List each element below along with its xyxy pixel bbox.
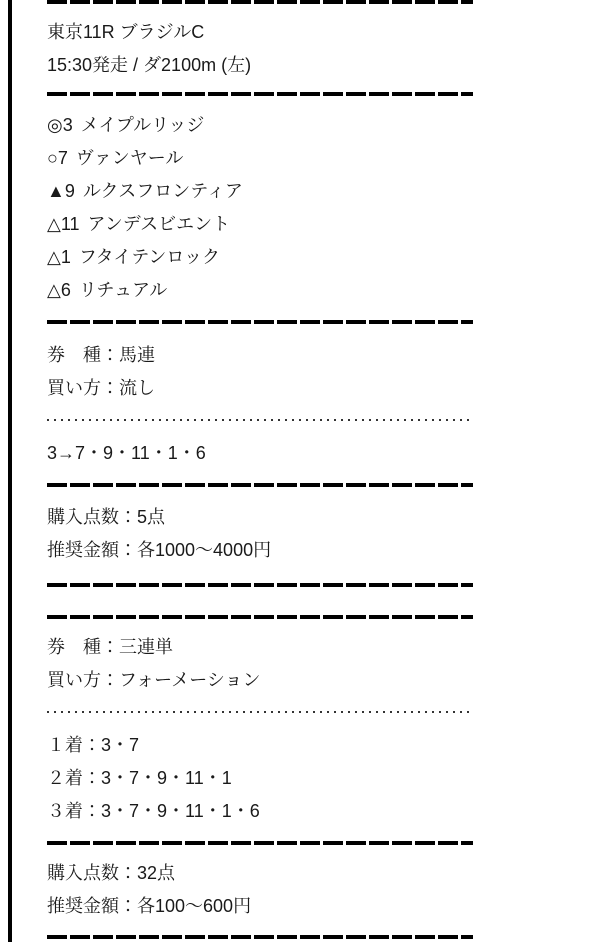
pick-row — [47, 142, 473, 175]
pick-horse-name: メイプルリッジ — [80, 115, 205, 135]
bet-points: 購入点数：5点 — [47, 507, 166, 527]
divider-dashed — [47, 615, 473, 619]
bet-method: 買い方：流し — [47, 378, 155, 398]
pick-row — [47, 241, 473, 274]
divider-dashed — [47, 320, 473, 324]
pick-horse-name: アンデスビエント — [87, 214, 231, 234]
divider-dotted — [47, 419, 473, 421]
picks-list — [47, 109, 473, 307]
race-title: 東京11R ブラジルC — [47, 22, 205, 42]
bet-amount: 推奨金額：各100〜600円 — [47, 896, 252, 916]
pick-number: 6 — [60, 280, 71, 300]
pick-horse-name: フタイテンロック — [78, 247, 220, 267]
pick-mark: △ — [47, 280, 61, 300]
divider-dashed-bottom — [47, 935, 473, 939]
pick-row — [47, 109, 473, 142]
pick-mark: ○ — [47, 148, 58, 168]
sanrentan-bet-section — [47, 631, 473, 923]
pick-row — [47, 208, 473, 241]
formation-third: ３着：3・7・9・11・1・6 — [47, 801, 260, 821]
bet-selection: 3→7・9・11・1・6 — [47, 443, 206, 463]
divider-dashed — [47, 483, 473, 487]
pick-number: 7 — [57, 148, 68, 168]
bet-points: 購入点数：32点 — [47, 863, 176, 883]
pick-horse-name: ヴァンヤール — [75, 148, 184, 168]
pick-number: 3 — [62, 115, 73, 135]
pick-row — [47, 175, 473, 208]
formation-second: ２着：3・7・9・11・1 — [47, 768, 232, 788]
pick-horse-name: ルクスフロンティア — [82, 181, 243, 201]
race-header — [47, 16, 473, 82]
divider-dashed-top — [47, 0, 473, 4]
divider-dotted — [47, 711, 473, 713]
umaren-bet-section — [47, 339, 473, 567]
divider-dashed — [47, 841, 473, 845]
bet-method: 買い方：フォーメーション — [47, 670, 261, 690]
bet-type: 券 種：馬連 — [47, 345, 155, 365]
pick-number: 11 — [60, 214, 80, 234]
formation-first: １着：3・7 — [47, 735, 140, 755]
bet-amount: 推奨金額：各1000〜4000円 — [47, 540, 272, 560]
pick-mark: △ — [47, 214, 61, 234]
pick-horse-name: リチュアル — [78, 280, 168, 300]
pick-number: 9 — [64, 181, 75, 201]
left-border-bar — [8, 0, 12, 942]
divider-dashed — [47, 92, 473, 96]
bet-type: 券 種：三連単 — [47, 637, 173, 657]
pick-mark: ▲ — [47, 181, 65, 201]
race-details: 15:30発走 / ダ2100m (左) — [47, 55, 252, 75]
pick-number: 1 — [60, 247, 71, 267]
divider-dashed — [47, 583, 473, 587]
content-column — [47, 0, 473, 939]
pick-mark: ◎ — [47, 115, 63, 135]
pick-row — [47, 274, 473, 307]
pick-mark: △ — [47, 247, 61, 267]
